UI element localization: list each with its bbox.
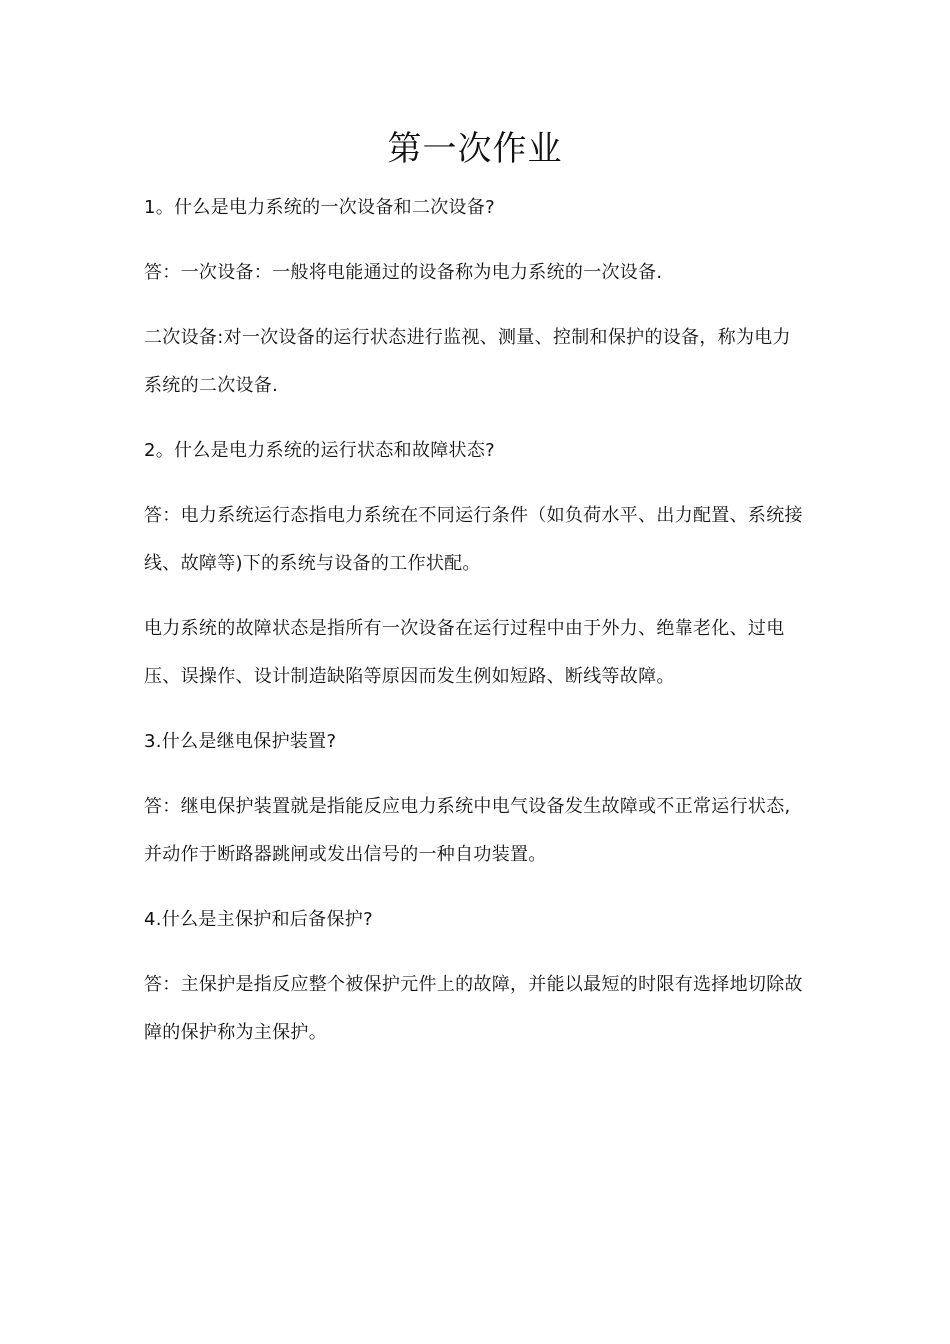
answer-2-fault-state: 电力系统的故障状态是指所有一次设备在运行过程中由于外力、绝靠老化、过电压、误操作、设计制造缺陷等原因而发生例如短路、断线等故障。 — [144, 618, 785, 687]
answer-1-secondary-equipment: 二次设备:对一次设备的运行状态进行监视、测量、控制和保护的设备，称为电力系统的二次设备. — [144, 327, 791, 396]
answer-3: 答：继电保护装置就是指能反应电力系统中电气设备发生故障或不正常运行状态,并动作于断路器跳闸或发出信号的一种自功装置。 — [144, 796, 791, 865]
question-2: 2。什么是电力系统的运行状态和故障状态? — [144, 440, 496, 461]
answer-2-operating-state: 答：电力系统运行态指电力系统在不同运行条件（如负荷水平、出力配置、系统接线、故障等)下的系统与设备的工作状配。 — [144, 505, 803, 574]
answer-1-primary-equipment: 答：一次设备：一般将电能通过的设备称为电力系统的一次设备. — [144, 262, 663, 283]
document-title: 第一次作业 — [387, 129, 563, 169]
document-body — [144, 184, 806, 1074]
answer-4: 答：主保护是指反应整个被保护元件上的故障，并能以最短的时限有选择地切除故障的保护称为主保护。 — [144, 974, 803, 1043]
question-4: 4.什么是主保护和后备保护? — [144, 909, 373, 930]
question-3: 3.什么是继电保护装置? — [144, 731, 337, 752]
question-1: 1。什么是电力系统的一次设备和二次设备? — [144, 197, 496, 218]
